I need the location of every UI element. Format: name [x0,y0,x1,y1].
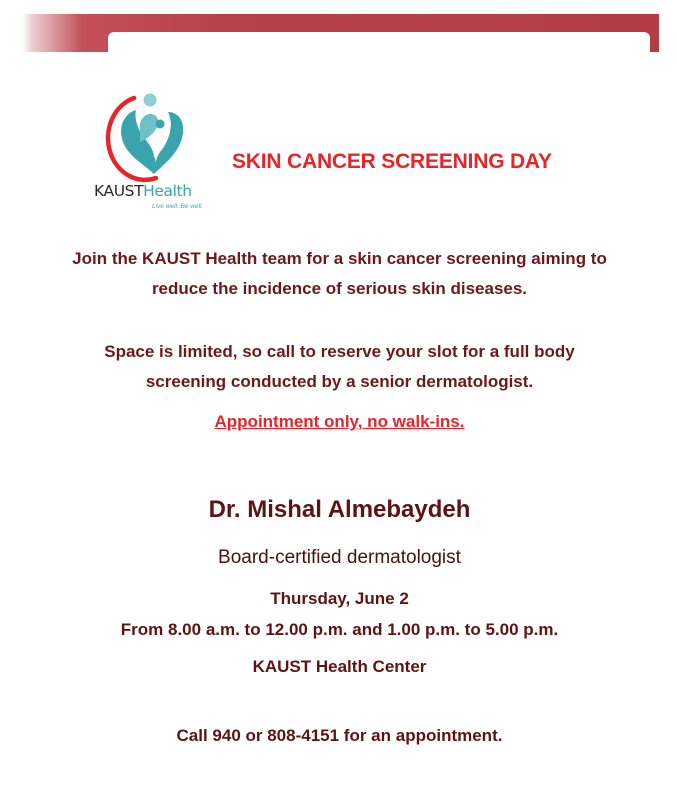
logo-wordmark: KAUSTHealth [94,182,192,200]
appointment-notice: Appointment only, no walk-ins. [214,412,465,431]
event-date: Thursday, June 2 [270,589,409,608]
header-tab [108,32,650,72]
kaust-health-logo [94,90,216,214]
space-line: screening conducted by a senior dermatologist. [145,372,534,391]
call-to-action: Call 940 or 808-4151 for an appointment. [176,726,503,745]
logo-tagline: Live well. Be well. [152,203,204,210]
event-location: KAUST Health Center [252,657,427,676]
doctor-credential: Board-certified dermatologist [218,547,461,568]
intro-line: Join the KAUST Health team for a skin cancer screening aiming to [72,249,607,268]
logo-mark-icon [94,90,216,185]
intro-line: reduce the incidence of serious skin diseases. [151,279,528,298]
event-hours: From 8.00 a.m. to 12.00 p.m. and 1.00 p.m. to 5.00 p.m. [120,620,559,639]
intro-paragraph [0,244,679,304]
doctor-name: Dr. Mishal Almebaydeh [208,496,471,523]
page-title: SKIN CANCER SCREENING DAY [232,150,552,173]
space-line: Space is limited, so call to reserve your slot for a full body [104,342,575,361]
space-paragraph [0,337,679,397]
